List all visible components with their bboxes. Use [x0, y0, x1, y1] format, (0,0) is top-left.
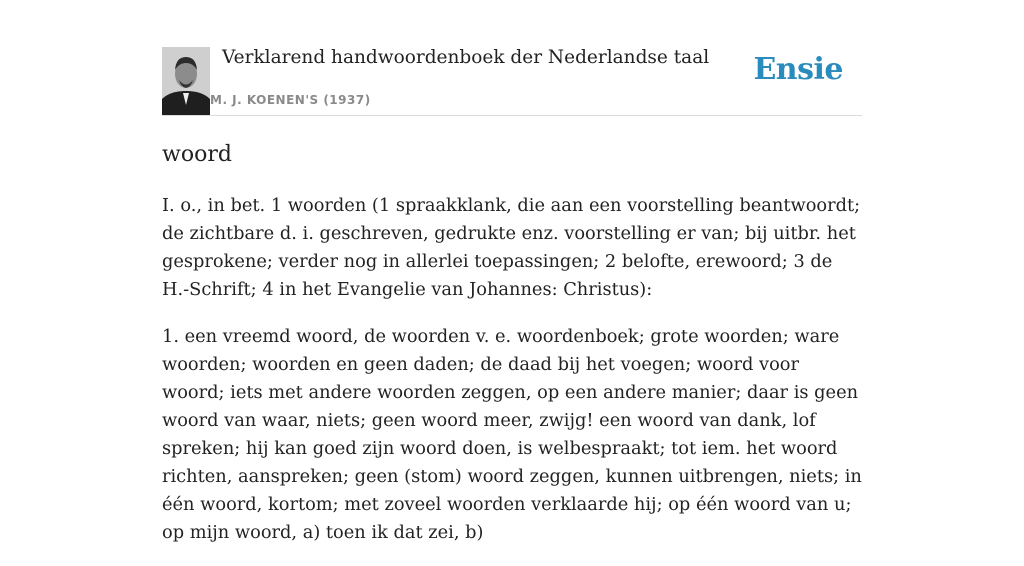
entry-headword: woord — [162, 142, 232, 167]
ensie-logo[interactable]: Ensie — [753, 52, 843, 87]
author-portrait-icon — [162, 47, 210, 115]
book-title: Verklarend handwoordenboek der Nederlandse taal — [222, 47, 710, 68]
entry-definition — [162, 192, 862, 547]
dictionary-entry — [162, 140, 862, 566]
definition-paragraph-1: I. o., in bet. 1 woorden (1 spraakklank, die aan een voorstelling beantwoordt; de zichtbare d. i. geschreven, gedrukte enz. voorstelling er van; bij uitbr. het gesprokene; verder nog in allerlei toepassingen; 2 belofte, erewoord; 3 de H.-Schrift; 4 in het Evangelie van Johannes: Christus): — [162, 195, 861, 300]
book-author: M. J. KOENEN'S (1937) — [210, 93, 371, 107]
definition-paragraph-2: 1. een vreemd woord, de woorden v. e. woordenboek; grote woorden; ware woorden; woorden en geen daden; de daad bij het voegen; woord voor woord; iets met andere woorden zeggen, op een andere manier; daar is geen woord van waar, niets; geen woord meer, zwijg! een woord van dank, lof spreken; hij kan goed zijn woord doen, is welbespraakt; tot iem. het woord richten, aanspreken; geen (stom) woord zeggen, kunnen uitbrengen, niets; in één woord, kortom; met zoveel woorden verklaarde hij; op één woord van u; op mijn woord, a) toen ik dat zei, b) — [162, 326, 862, 543]
dictionary-header — [162, 44, 862, 116]
